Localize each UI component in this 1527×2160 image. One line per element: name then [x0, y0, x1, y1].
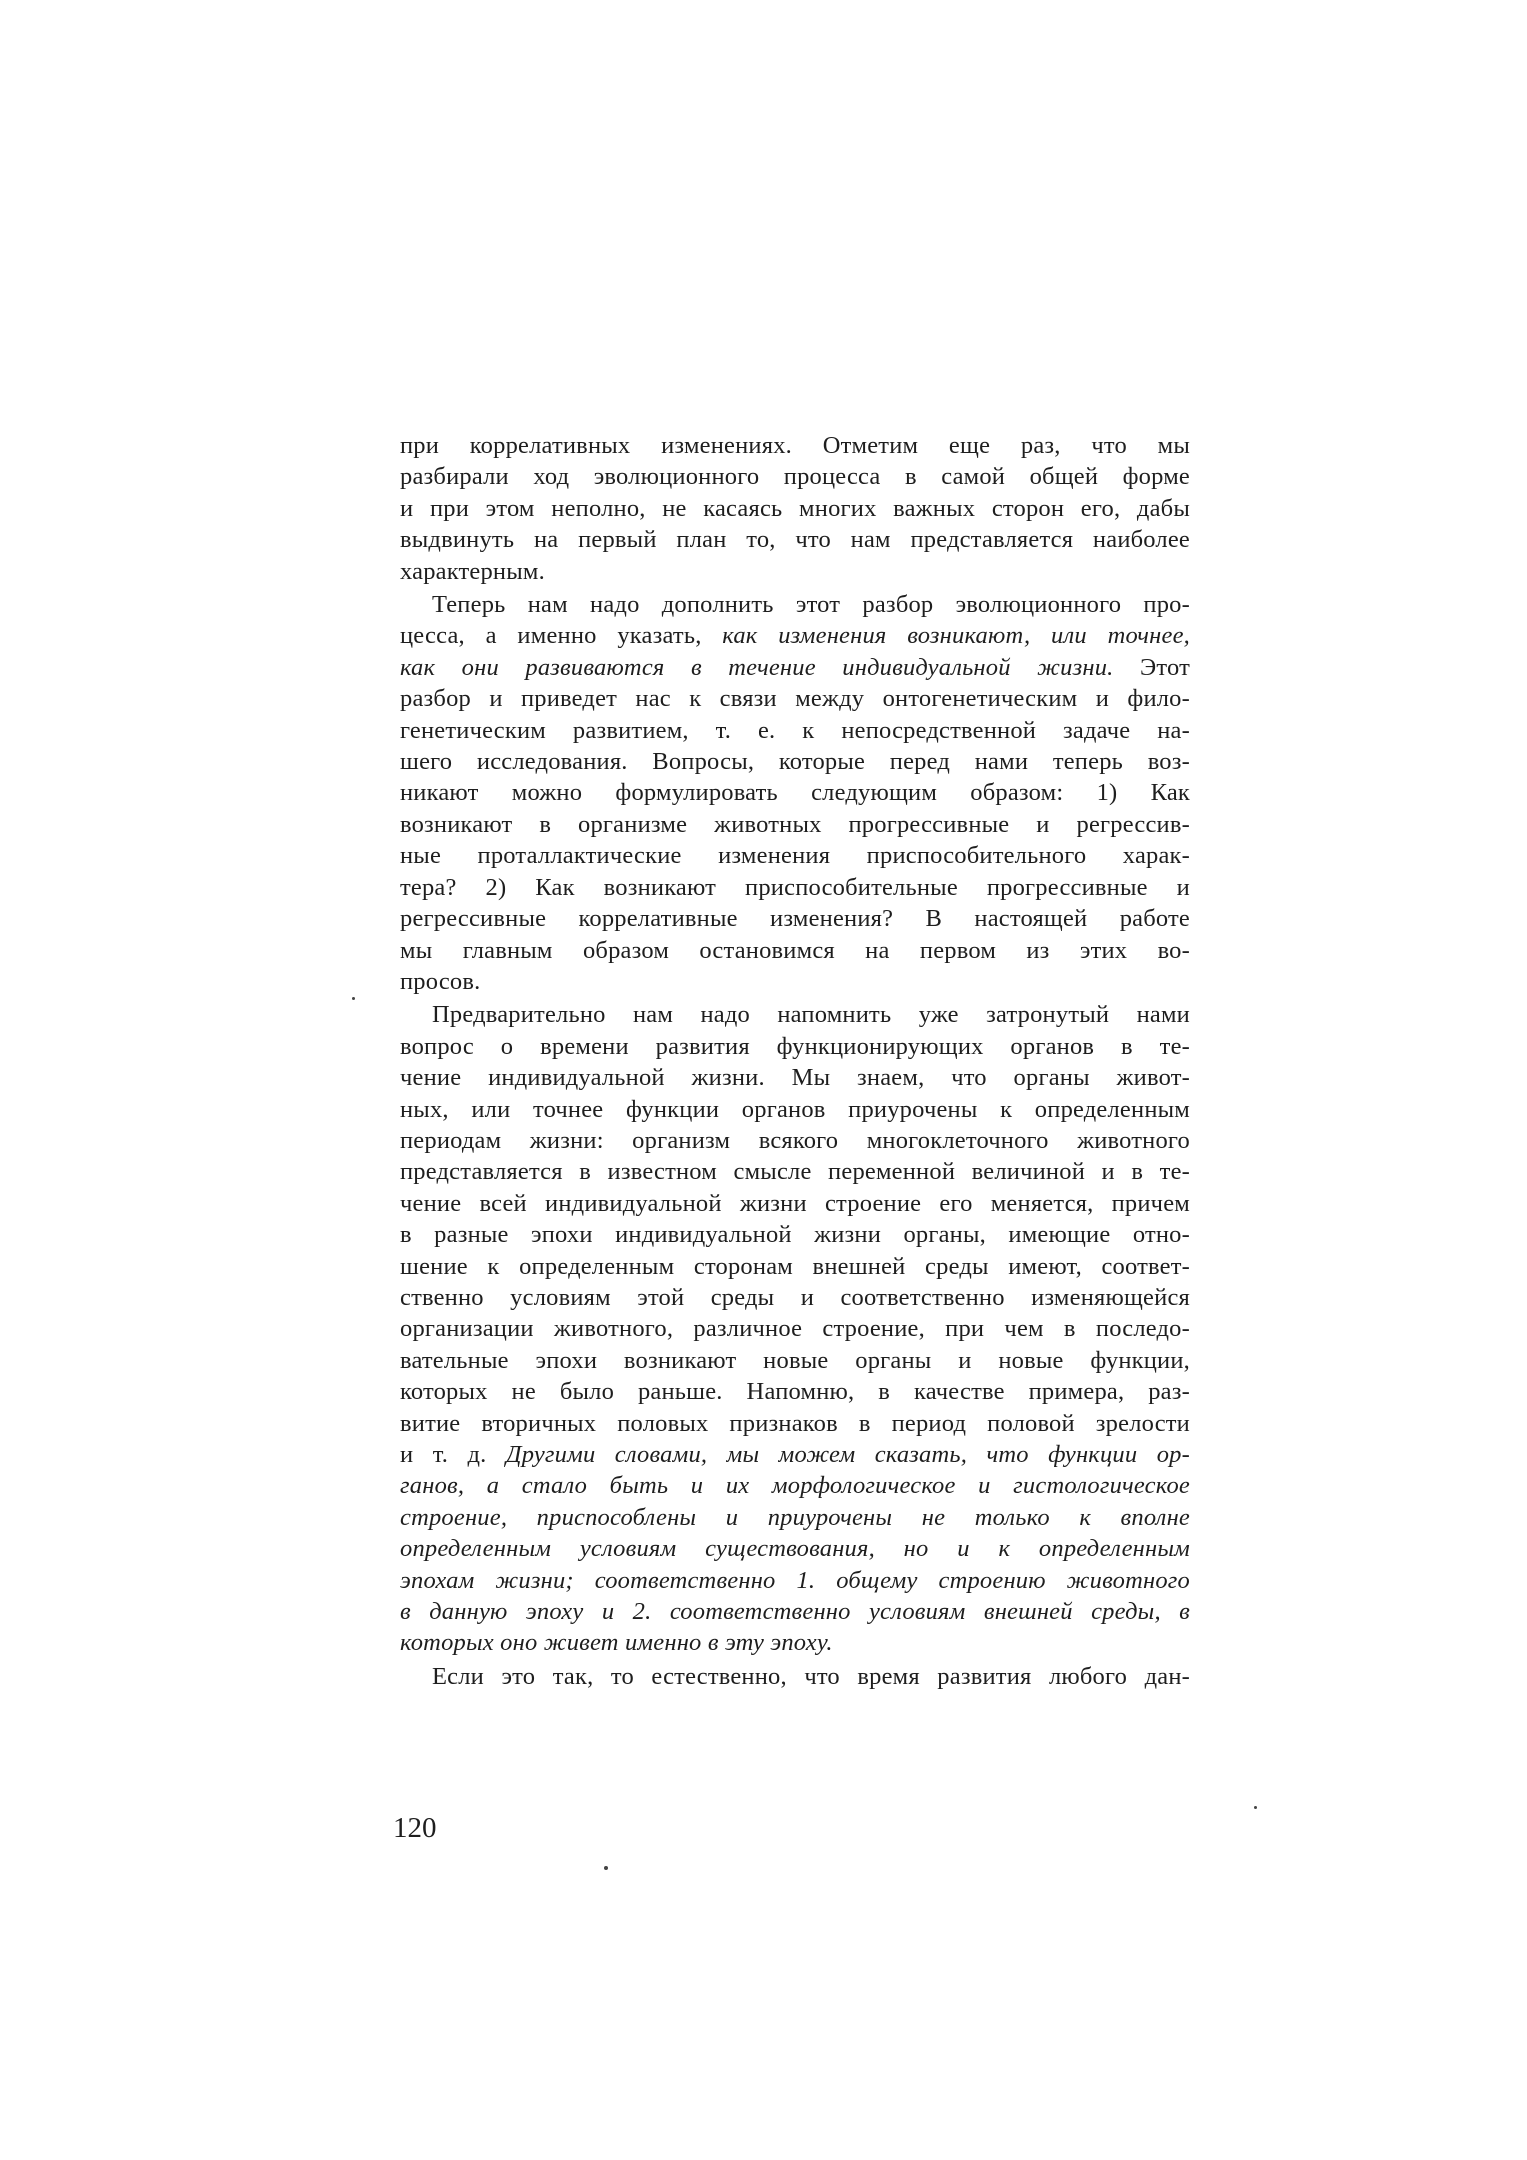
text-line: просов. — [400, 967, 481, 995]
emphasis-text: как они развиваются в течение индивидуальной жизни. — [400, 653, 1114, 681]
emphasis-text: Другими словами, мы можем сказать, что функции ор- — [505, 1441, 1190, 1468]
text-line: витие вторичных половых признаков в период половой зрелости — [400, 1409, 1190, 1437]
scan-speck — [352, 997, 355, 1000]
text-line — [400, 652, 1190, 683]
text-line: регрессивные коррелативные изменения? В настоящей работе — [400, 905, 1190, 933]
text-line: вательные эпохи возникают новые органы и новые функции, — [400, 1346, 1190, 1374]
text-line: ные проталлактические изменения приспособительного харак- — [400, 842, 1190, 870]
page-number: 120 — [393, 1812, 437, 1844]
scan-speck — [1254, 1806, 1257, 1809]
emphasis-line: определенным условиям существования, но и к определенным — [400, 1535, 1190, 1563]
text-line: ственно условиям этой среды и соответственно изменяющейся — [400, 1283, 1190, 1311]
text-line — [400, 1439, 1190, 1470]
text-run: и т. д. — [400, 1441, 506, 1468]
text-line: которых не было раньше. Напомню, в качестве примера, раз- — [400, 1378, 1190, 1406]
text-line: периодам жизни: организм всякого многоклеточного животного — [400, 1126, 1190, 1154]
emphasis-line: которых оно живет именно в эту эпоху. — [400, 1629, 833, 1657]
text-line: Предварительно нам надо напомнить уже затронутый нами — [432, 1001, 1190, 1029]
text-line: и при этом неполно, не касаясь многих важных сторон его, дабы — [400, 494, 1190, 522]
emphasis-line: эпохам жизни; соответственно 1. общему строению животного — [400, 1566, 1190, 1594]
text-line: чение индивидуальной жизни. Мы знаем, что органы живот- — [400, 1064, 1190, 1092]
text-line — [400, 620, 1190, 651]
text-line: в разные эпохи индивидуальной жизни органы, имеющие отно- — [400, 1221, 1190, 1249]
text-line: разбирали ход эволюционного процесса в самой общей форме — [400, 463, 1190, 491]
text-line: шего исследования. Вопросы, которые перед нами теперь воз- — [400, 748, 1190, 776]
text-line: выдвинуть на первый план то, что нам представляется наиболее — [400, 526, 1190, 554]
text-line: чение всей индивидуальной жизни строение его меняется, причем — [400, 1189, 1190, 1217]
text-run: Этот — [1113, 653, 1190, 681]
text-line: вопрос о времени развития функционирующих органов в те- — [400, 1032, 1190, 1060]
text-line: ных, или точнее функции органов приурочены к определенным — [400, 1095, 1190, 1123]
text-line: при коррелативных изменениях. Отметим еще раз, что мы — [400, 432, 1190, 459]
text-line: никают можно формулировать следующим образом: 1) Как — [400, 779, 1190, 807]
scan-speck — [604, 1866, 608, 1870]
text-line: организации животного, различное строение, при чем в последо- — [400, 1315, 1190, 1343]
emphasis-line: в данную эпоху и 2. соответственно условиям внешней среды, в — [400, 1598, 1190, 1626]
page-body — [400, 430, 1190, 1692]
text-line: возникают в организме животных прогрессивные и регрессив- — [400, 810, 1190, 838]
emphasis-text: как изменения возникают, или точнее, — [722, 622, 1190, 650]
text-line: мы главным образом остановимся на первом из этих во- — [400, 936, 1190, 964]
text-line: шение к определенным сторонам внешней среды имеют, соответ- — [400, 1252, 1190, 1280]
text-line: генетическим развитием, т. е. к непосредственной задаче на- — [400, 716, 1190, 744]
text-line: разбор и приведет нас к связи между онтогенетическим и фило- — [400, 685, 1190, 713]
text-line: представляется в известном смысле переменной величиной и в те- — [400, 1158, 1190, 1186]
text-line: характерным. — [400, 557, 545, 585]
text-line: тера? 2) Как возникают приспособительные прогрессивные и — [400, 873, 1190, 901]
text-line: Если это так, то естественно, что время развития любого дан- — [432, 1662, 1190, 1690]
emphasis-line: ганов, а стало быть и их морфологическое и гистологическое — [400, 1472, 1190, 1500]
emphasis-line: строение, приспособлены и приурочены не только к вполне — [400, 1503, 1190, 1531]
text-line: Теперь нам надо дополнить этот разбор эволюционного про- — [432, 591, 1190, 619]
text-run: цесса, а именно указать, — [400, 622, 723, 650]
